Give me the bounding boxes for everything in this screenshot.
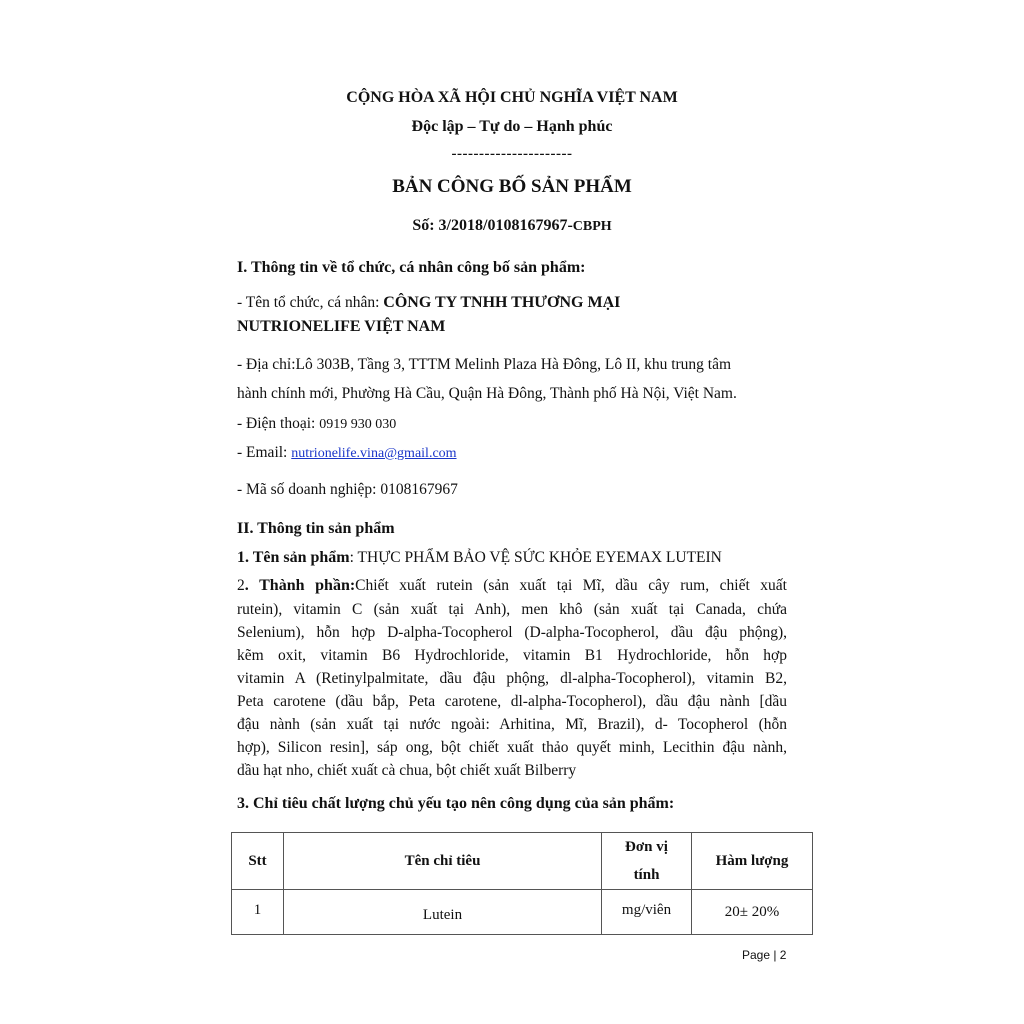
cell-name: Lutein: [284, 890, 602, 935]
ingredients-label: . Thành phần:: [244, 577, 356, 594]
email-line: [237, 444, 457, 462]
tax-label: - Mã số doanh nghiệp:: [237, 481, 381, 498]
document-number-prefix: Số: 3/2018/0108167967-: [412, 217, 573, 234]
header-stt: Stt: [232, 833, 284, 890]
ingredients-text: Chiết xuất rutein (sản xuất tại Mĩ, dầu cây rum, chiết xuất: [355, 577, 787, 594]
address-line2: hành chính mới, Phường Hà Cầu, Quận Hà Đông, Thành phố Hà Nội, Việt Nam.: [237, 385, 737, 402]
email-label: - Email:: [237, 444, 292, 461]
ingredients-line: đậu nành (sản xuất tại nước ngoài: Arhitina, Mĩ, Brazil), d- Tocopherol (hỗn: [237, 716, 787, 733]
document-number: [0, 217, 1024, 235]
header-name: Tên chỉ tiêu: [284, 833, 602, 890]
section-1-heading: I. Thông tin về tổ chức, cá nhân công bố sản phẩm:: [237, 259, 586, 276]
header-rule: ----------------------: [451, 146, 573, 162]
nation-heading: CỘNG HÒA XÃ HỘI CHỦ NGHĨA VIỆT NAM: [346, 89, 678, 106]
table-header-row: [232, 833, 813, 890]
header-unit-line1: Đơn vị: [625, 839, 668, 855]
cell-stt: 1: [232, 890, 284, 935]
ingredients-line: rutein), vitamin C (sản xuất tại Anh), men khô (sản xuất tại Canada, chứa: [237, 601, 787, 618]
page-number: Page | 2: [742, 948, 787, 962]
cell-unit: mg/viên: [602, 890, 692, 935]
table-row: [232, 890, 813, 935]
tax-line: [237, 481, 458, 499]
address-line1: - Địa chỉ:Lô 303B, Tầng 3, TTTM Melinh Plaza Hà Đông, Lô II, khu trung tâm: [237, 356, 732, 373]
ingredients-line: kẽm oxit, vitamin B6 Hydrochloride, vitamin B1 Hydrochloride, hỗn hợp: [237, 647, 787, 664]
quality-table: [231, 832, 813, 935]
header-amount: Hàm lượng: [692, 833, 813, 890]
ingredients-num: 2: [237, 577, 245, 594]
document-number-suffix: CBPH: [572, 219, 612, 234]
org-name-line2: NUTRIONELIFE VIỆT NAM: [237, 318, 446, 335]
product-value: : THỰC PHẨM BẢO VỆ SỨC KHỎE EYEMAX LUTEIN: [349, 549, 722, 566]
ingredients-line: Peta carotene (dầu bắp, Peta carotene, dl-alpha-Tocopherol), dầu đậu nành [dầu: [237, 693, 787, 710]
ingredients-line: vitamin A (Retinylpalmitate, dầu đậu phộng, dl-alpha-Tocopherol), vitamin B2,: [237, 670, 787, 687]
cell-amount: 20± 20%: [692, 890, 813, 935]
section-2-heading: II. Thông tin sản phẩm: [237, 520, 395, 537]
document-title: BẢN CÔNG BỐ SẢN PHẨM: [392, 176, 632, 197]
email-link[interactable]: nutrionelife.vina@gmail.com: [291, 446, 457, 461]
ingredients-line: [237, 577, 787, 595]
motto: Độc lập – Tự do – Hạnh phúc: [411, 118, 613, 135]
org-name-line1: CÔNG TY TNHH THƯƠNG MẠI: [383, 294, 621, 311]
phone-label: - Điện thoại:: [237, 415, 320, 432]
ingredients-line: hợp), Silicon resin], sáp ong, bột chiết xuất thảo quyết minh, Lecithin đậu nành,: [237, 739, 787, 756]
tax-value: 0108167967: [380, 481, 458, 498]
org-label: - Tên tổ chức, cá nhân:: [237, 294, 384, 311]
quality-heading: 3. Chỉ tiêu chất lượng chủ yếu tạo nên công dụng của sản phẩm:: [237, 795, 675, 812]
product-line: [237, 549, 722, 567]
product-label: 1. Tên sản phẩm: [237, 549, 350, 566]
header-unit-line2: tính: [633, 867, 660, 883]
ingredients-line: dầu hạt nho, chiết xuất cà chua, bột chiết xuất Bilberry: [237, 762, 577, 779]
org-line: [237, 294, 620, 312]
phone-value: 0919 930 030: [319, 417, 397, 432]
ingredients-line: Selenium), hỗn hợp D-alpha-Tocopherol (D-alpha-Tocopherol, dầu đậu phộng),: [237, 624, 787, 641]
header-unit: [602, 833, 692, 890]
phone-line: [237, 415, 396, 433]
